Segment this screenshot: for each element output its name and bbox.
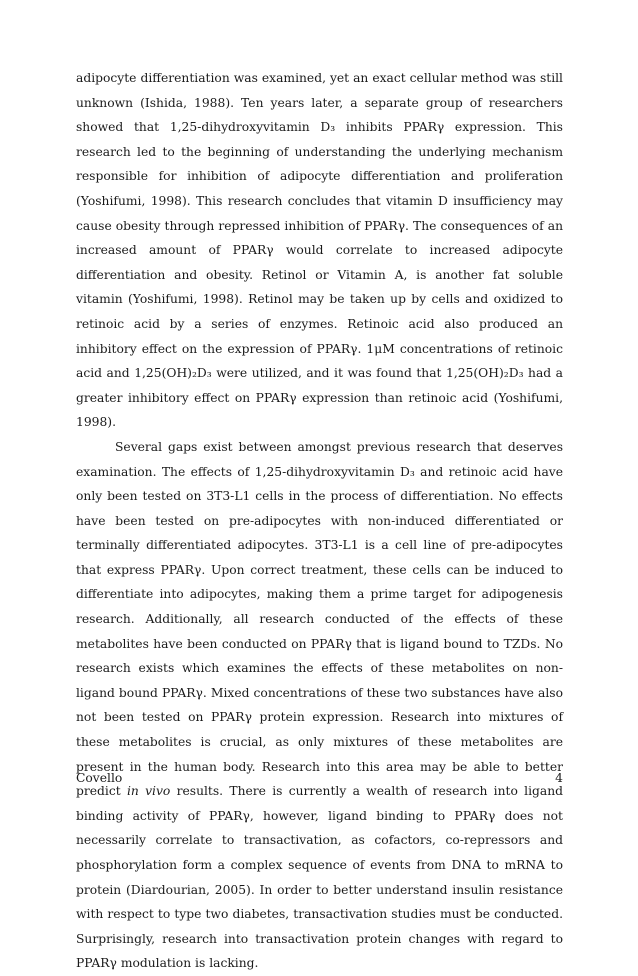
paragraph-2-text-b: results. There is currently a wealth of research into ligand binding activity of PPARγ, however, ligand binding to PPARγ does not necessarily correlate to transactivation, as cofactors, co-repressors and phosphorylation form a complex sequence of events from DNA to mRNA to protein (Diardourian, 2005). In order to better understand insulin resistance with respect to type two diabetes, transactivation studies must be conducted. Surprisingly, research into transactivation protein changes with regard to PPARγ modulation is lacking. — [76, 784, 563, 971]
page-number: 4 — [555, 771, 563, 785]
paragraph-2-text-a: Several gaps exist between amongst previous research that deserves examination. The effects of 1,25-dihydroxyvitamin D₃ and retinoic acid have only been tested on 3T3-L1 cells in the process of differentiation. No effects have been tested on pre-adipocytes with non-induced differentiated or terminally differentiated adipocytes. 3T3-L1 is a cell line of pre-adipocytes that express PPARγ. Upon correct treatment, these cells can be induced to differentiate into adipocytes, making them a prime target for adipogenesis research. Additionally, all research conducted of the effects of these metabolites have been conducted on PPARγ that is ligand bound to TZDs. No research exists which examines the effects of these metabolites on non-ligand bound PPARγ. Mixed concentrations of these two substances have also not been tested on PPARγ protein expression. Research into mixtures of these metabolites is crucial, as only mixtures of these metabolites are present in the human body. Research into this area may be able to better predict — [76, 439, 563, 799]
italic-term: in vivo — [126, 784, 171, 799]
body-text — [76, 66, 563, 976]
paragraph-2 — [76, 435, 563, 976]
footer-author: Covello — [76, 771, 123, 785]
page-footer — [76, 771, 563, 785]
paragraph-1: adipocyte differentiation was examined, yet an exact cellular method was still unknown (Ishida, 1988). Ten years later, a separate group of researchers showed that 1,25-dihydroxyvitamin D₃ inhibits PPARγ expression. This research led to the beginning of understanding the underlying mechanism responsible for inhibition of adipocyte differentiation and proliferation (Yoshifumi, 1998). This research concludes that vitamin D insufficiency may cause obesity through repressed inhibition of PPARγ. The consequences of an increased amount of PPARγ would correlate to increased adipocyte differentiation and obesity. Retinol or Vitamin A, is another fat soluble vitamin (Yoshifumi, 1998). Retinol may be taken up by cells and oxidized to retinoic acid by a series of enzymes. Retinoic acid also produced an inhibitory effect on the expression of PPARγ. 1μM concentrations of retinoic acid and 1,25(OH)₂D₃ were utilized, and it was found that 1,25(OH)₂D₃ had a greater inhibitory effect on PPARγ expression than retinoic acid (Yoshifumi, 1998). — [76, 71, 563, 430]
